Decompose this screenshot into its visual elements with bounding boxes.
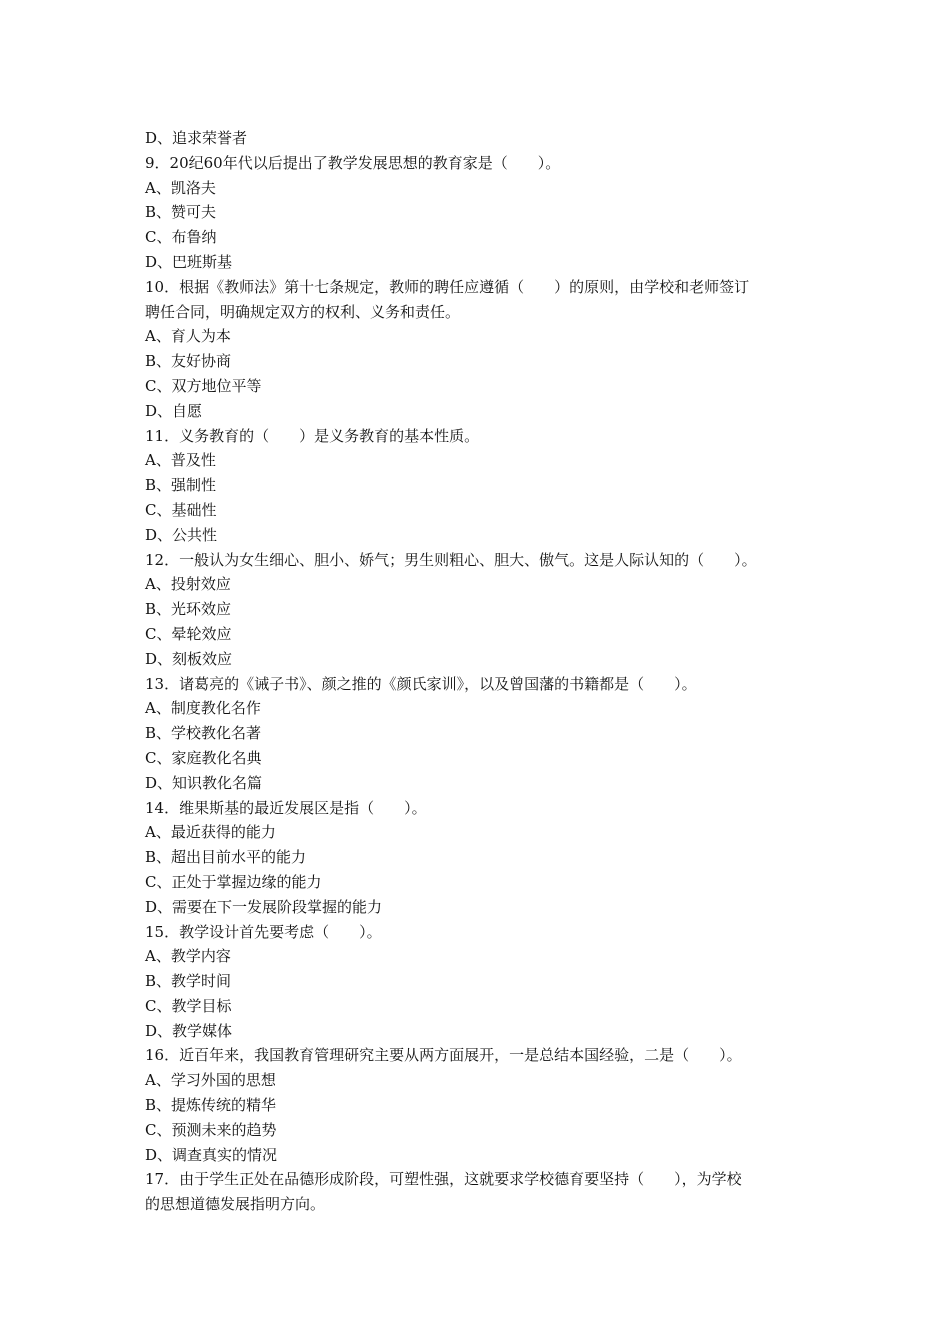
question-line: 9．20纪60年代以后提出了教学发展思想的教育家是（ ）。 (145, 153, 561, 172)
option-line: C、双方地位平等 (145, 376, 262, 395)
option-line: D、调查真实的情况 (145, 1145, 278, 1164)
question-line: 聘任合同，明确规定双方的权利、义务和责任。 (145, 302, 461, 321)
option-line: C、布鲁纳 (145, 228, 217, 247)
option-line: B、赞可夫 (145, 203, 217, 222)
question-line: 13．诸葛亮的《诫子书》、颜之推的《颜氏家训》，以及曾国藩的书籍都是（ ）。 (145, 674, 697, 693)
option-line: B、提炼传统的精华 (145, 1096, 277, 1115)
option-line: D、刻板效应 (145, 649, 233, 668)
option-line: C、正处于掌握边缘的能力 (145, 872, 322, 891)
option-line: C、基础性 (145, 500, 217, 519)
question-line: 17．由于学生正处在品德形成阶段，可塑性强，这就要求学校德育要坚持（ ），为学校 (145, 1170, 742, 1189)
question-line: 15．教学设计首先要考虑（ ）。 (145, 922, 382, 941)
option-line: B、友好协商 (145, 352, 232, 371)
question-line: 12．一般认为女生细心、胆小、娇气；男生则粗心、胆大、傲气。这是人际认知的（ ）。 (145, 550, 757, 569)
option-line: C、家庭教化名典 (145, 748, 262, 767)
option-line: A、育人为本 (145, 327, 231, 346)
question-line: 16．近百年来，我国教育管理研究主要从两方面展开，一是总结本国经验，二是（ ）。 (145, 1046, 742, 1065)
option-line: D、知识教化名篇 (145, 773, 263, 792)
option-line: D、追求荣誉者 (145, 129, 248, 147)
option-line: C、教学目标 (145, 996, 232, 1015)
option-line: A、凯洛夫 (145, 178, 216, 197)
option-line: A、投射效应 (145, 575, 231, 594)
option-line: C、预测未来的趋势 (145, 1120, 277, 1139)
question-line: 的思想道德发展指明方向。 (145, 1195, 326, 1214)
option-line: C、晕轮效应 (145, 624, 232, 643)
option-line: A、学习外国的思想 (145, 1071, 276, 1090)
option-line: D、自愿 (145, 401, 203, 420)
option-line: D、教学媒体 (145, 1021, 233, 1040)
option-line: B、强制性 (145, 476, 217, 495)
question-line: 14．维果斯基的最近发展区是指（ ）。 (145, 798, 427, 817)
option-line: D、巴班斯基 (145, 252, 233, 271)
question-line: 10．根据《教师法》第十七条规定，教师的聘任应遵循（ ）的原则，由学校和老师签订 (145, 277, 750, 296)
option-line: B、教学时间 (145, 972, 232, 991)
option-line: A、最近获得的能力 (145, 823, 276, 842)
option-line: A、制度教化名作 (145, 699, 261, 718)
option-line: A、教学内容 (145, 947, 231, 966)
question-line: 11．义务教育的（ ）是义务教育的基本性质。 (145, 426, 480, 445)
document-page (145, 126, 825, 1217)
option-line: D、需要在下一发展阶段掌握的能力 (145, 897, 383, 916)
option-line: A、普及性 (145, 451, 216, 470)
option-line: D、公共性 (145, 525, 218, 544)
option-line: B、光环效应 (145, 600, 232, 619)
option-line: B、学校教化名著 (145, 724, 262, 743)
option-line: B、超出目前水平的能力 (145, 848, 307, 867)
